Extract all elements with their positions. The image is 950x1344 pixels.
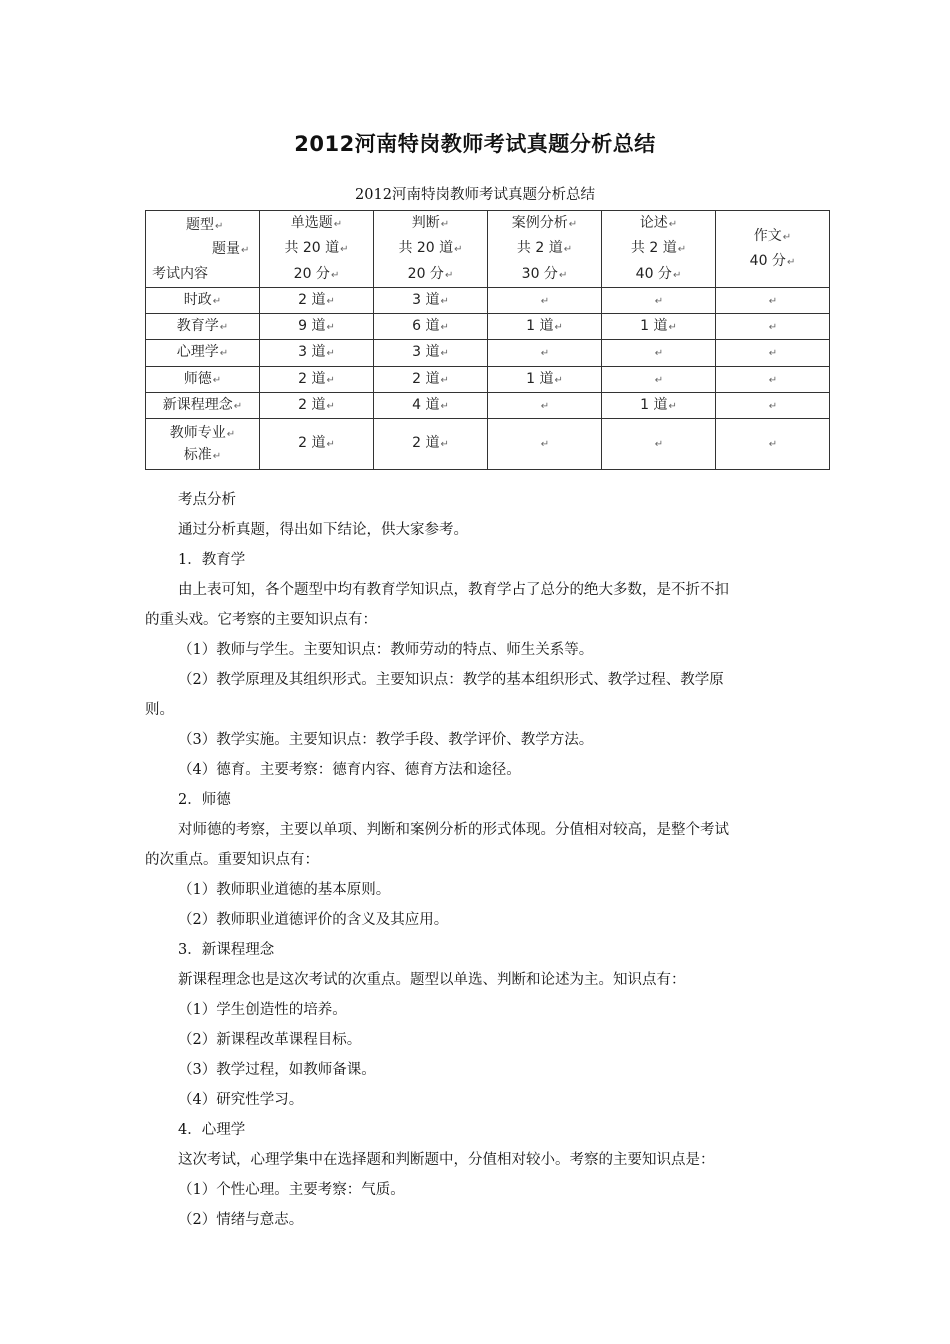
table-cell: ↵ [488,418,602,469]
table-cell: 2 道↵ [260,392,374,418]
table-cell: 9 道↵ [260,314,374,340]
row-label: 新课程理念↵ [146,392,260,418]
section-heading: 2．师德 [178,792,231,808]
table-cell: ↵ [602,288,716,314]
table-cell: 2 道↵ [260,366,374,392]
table-row [146,340,830,366]
paragraph: 对师德的考察，主要以单项、判断和案例分析的形式体现。分值相对较高，是整个考试 [178,822,729,838]
paragraph: 新课程理念也是这次考试的次重点。题型以单选、判断和论述为主。知识点有： [178,972,686,988]
table-row [146,418,830,469]
paragraph: 这次考试，心理学集中在选择题和判断题中，分值相对较小。考察的主要知识点是： [178,1152,715,1168]
table-cell: ↵ [716,366,830,392]
section-heading: 3．新课程理念 [178,942,275,958]
header-single-choice: 单选题↵ 共 20 道↵ 20 分↵ [260,211,374,288]
row-label: 师德↵ [146,366,260,392]
table-cell: ↵ [488,288,602,314]
table-cell: ↵ [602,418,716,469]
list-item: （1）个性心理。主要考察：气质。 [178,1182,405,1198]
list-item: （1）教师职业道德的基本原则。 [178,882,391,898]
list-item: （3）教学实施。主要知识点：教学手段、教学评价、教学方法。 [178,732,594,748]
section-heading: 1．教育学 [178,552,246,568]
paragraph: 的次重点。重要知识点有： [145,852,319,868]
table-cell: ↵ [716,392,830,418]
corner-bottom-label: 考试内容 [152,266,208,282]
row-label: 时政↵ [146,288,260,314]
table-row [146,392,830,418]
table-cell: ↵ [716,288,830,314]
section-heading: 4．心理学 [178,1122,246,1138]
list-item: （2）教师职业道德评价的含义及其应用。 [178,912,449,928]
table-cell: 1 道↵ [488,314,602,340]
table-cell: 1 道↵ [602,392,716,418]
table-cell: 3 道↵ [374,288,488,314]
paragraph: 由上表可知，各个题型中均有教育学知识点，教育学占了总分的绝大多数，是不折不扣 [178,582,729,598]
table-cell: 2 道↵ [374,418,488,469]
table-cell: ↵ [716,418,830,469]
row-label: 教育学↵ [146,314,260,340]
list-item: （3）教学过程，如教师备课。 [178,1062,376,1078]
header-essay-discussion: 论述↵ 共 2 道↵ 40 分↵ [602,211,716,288]
table-cell: 6 道↵ [374,314,488,340]
page-title: 2012河南特岗教师考试真题分析总结 [294,132,656,156]
table-cell: 4 道↵ [374,392,488,418]
exam-stats-table [145,210,830,470]
table-cell: 2 道↵ [260,288,374,314]
table-header-row [146,211,830,288]
table-cell: 3 道↵ [374,340,488,366]
table-cell: 3 道↵ [260,340,374,366]
table-cell: ↵ [602,366,716,392]
row-label: 心理学↵ [146,340,260,366]
table-cell: ↵ [716,314,830,340]
list-item: （1）学生创造性的培养。 [178,1002,347,1018]
corner-top-label: 题型↵ [186,217,224,233]
header-case-analysis: 案例分析↵ 共 2 道↵ 30 分↵ [488,211,602,288]
table-cell: ↵ [602,340,716,366]
list-item: （4）德育。主要考察：德育内容、德育方法和途径。 [178,762,521,778]
table-row [146,288,830,314]
corner-cell [146,211,260,288]
header-true-false: 判断↵ 共 20 道↵ 20 分↵ [374,211,488,288]
table-cell: ↵ [716,340,830,366]
list-item: （2）情绪与意志。 [178,1212,304,1228]
paragraph: 通过分析真题，得出如下结论，供大家参考。 [178,522,468,538]
table-cell: ↵ [488,392,602,418]
table-row [146,366,830,392]
section-heading: 考点分析 [178,492,236,508]
table-cell: ↵ [488,340,602,366]
table-caption: 2012河南特岗教师考试真题分析总结 [355,187,595,203]
table-cell: 2 道↵ [374,366,488,392]
row-label: 教师专业↵ 标准↵ [146,418,260,469]
paragraph: 的重头戏。它考察的主要知识点有： [145,612,377,628]
list-item: 则。 [145,702,174,718]
table-cell: 1 道↵ [488,366,602,392]
list-item: （2）教学原理及其组织形式。主要知识点：教学的基本组织形式、教学过程、教学原 [178,672,724,688]
table-cell: 2 道↵ [260,418,374,469]
list-item: （2）新课程改革课程目标。 [178,1032,362,1048]
table-row [146,314,830,340]
list-item: （1）教师与学生。主要知识点：教师劳动的特点、师生关系等。 [178,642,594,658]
header-composition: 作文↵ 40 分↵ [716,211,830,288]
table-cell: 1 道↵ [602,314,716,340]
list-item: （4）研究性学习。 [178,1092,304,1108]
corner-middle-label: 题量↵ [212,241,250,257]
